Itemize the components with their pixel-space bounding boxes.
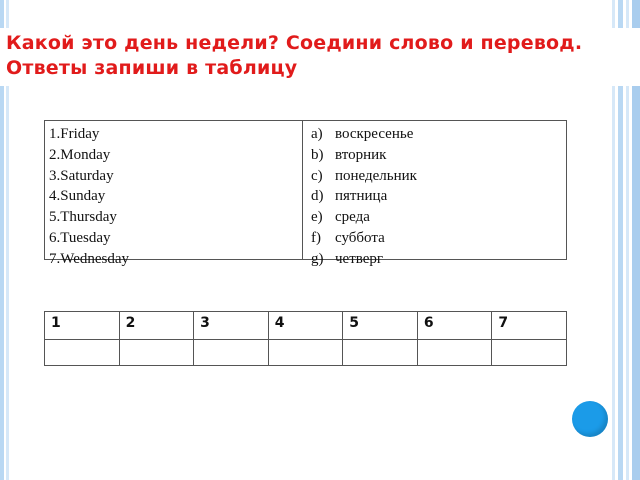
answer-header-cell: 6	[417, 312, 492, 340]
answer-header-row	[45, 312, 567, 340]
russian-word: четверг	[335, 250, 384, 267]
option-letter: e)	[311, 209, 323, 226]
russian-word-item	[311, 145, 417, 166]
option-letter: c)	[311, 167, 323, 184]
answer-cell[interactable]	[194, 340, 269, 366]
answer-header-cell: 5	[343, 312, 418, 340]
option-letter: b)	[311, 146, 324, 163]
english-words-column	[49, 124, 129, 270]
english-word: 3.Saturday	[49, 167, 114, 184]
column-divider	[302, 121, 303, 259]
russian-word-item	[311, 228, 417, 249]
option-letter: a)	[311, 126, 323, 142]
answer-header-cell: 4	[268, 312, 343, 340]
option-letter: d)	[311, 188, 324, 205]
answer-header-cell: 7	[492, 312, 567, 340]
russian-words-column	[311, 124, 417, 270]
english-word: 6.Tuesday	[49, 229, 111, 246]
russian-word-item	[311, 249, 417, 270]
english-word: 2.Monday	[49, 146, 111, 163]
russian-word-item	[311, 166, 417, 187]
task-title-line-1: Какой это день недели? Соедини слово и перевод.	[6, 32, 583, 54]
russian-word: понедельник	[335, 167, 417, 184]
english-word: 7.Wednesday	[49, 250, 130, 267]
option-letter: g)	[311, 250, 324, 267]
task-title-line-2: Ответы запиши в таблицу	[6, 57, 298, 79]
answer-cell[interactable]	[492, 340, 567, 366]
answer-header-cell: 3	[194, 312, 269, 340]
words-table	[44, 120, 567, 267]
option-letter: f)	[311, 229, 321, 246]
answer-cell[interactable]	[343, 340, 418, 366]
blue-circle-button[interactable]	[572, 401, 608, 437]
answer-header-cell: 1	[45, 312, 120, 340]
answer-table	[44, 311, 567, 366]
english-word: 1.Friday	[49, 126, 100, 142]
english-word: 5.Thursday	[49, 209, 117, 226]
russian-word: суббота	[335, 229, 385, 246]
russian-word-item	[311, 186, 417, 207]
russian-word: среда	[335, 209, 370, 226]
russian-word-item	[311, 207, 417, 228]
english-word: 4.Sunday	[49, 188, 106, 205]
russian-word-item	[311, 124, 417, 145]
russian-word: воскресенье	[335, 126, 414, 142]
answer-header-cell: 2	[119, 312, 194, 340]
answer-cell[interactable]	[268, 340, 343, 366]
answer-row	[45, 340, 567, 366]
answer-cell[interactable]	[45, 340, 120, 366]
task-title	[6, 31, 640, 81]
russian-word: пятница	[335, 188, 388, 205]
answer-cell[interactable]	[119, 340, 194, 366]
russian-word: вторник	[335, 146, 387, 163]
answer-cell[interactable]	[417, 340, 492, 366]
